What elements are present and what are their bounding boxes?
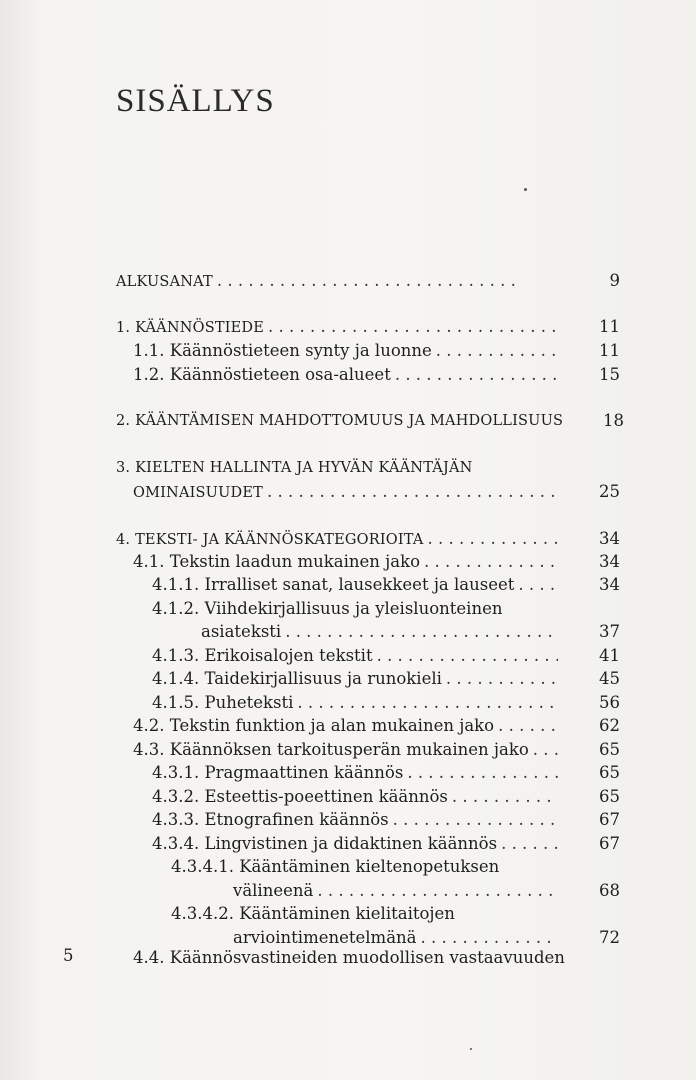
toc-entry-number: 4.1.: [133, 552, 165, 571]
toc-page-number: 68: [599, 881, 620, 900]
toc-entry-1-2: [133, 365, 620, 385]
toc-entry-text: välineenä: [233, 881, 314, 900]
paper-speck: [470, 1048, 472, 1050]
dot-leader: [428, 529, 558, 549]
toc-entry-text: Kääntäminen kieltenopetuksen: [239, 857, 500, 876]
toc-entry-4-1-2: [152, 599, 562, 619]
toc-entry-text: asiateksti: [201, 622, 282, 641]
toc-entry-text: Etnografinen käännös: [204, 810, 389, 829]
toc-page-number: 41: [599, 646, 620, 665]
dot-leader: [377, 646, 558, 666]
toc-entry-number: 2.: [116, 413, 131, 429]
toc-entry-chapter-1: [116, 317, 620, 338]
toc-entry-4-3: [133, 740, 620, 760]
toc-entry-4-1-4: [152, 669, 620, 689]
toc-page-number: 67: [599, 810, 620, 829]
toc-entry-4-3-1: [152, 763, 620, 783]
page-number-folio: 5: [63, 946, 74, 965]
toc-entry-4-2: [133, 716, 620, 736]
toc-entry-text: Esteettis-poeettinen käännös: [204, 787, 448, 806]
toc-entry-4-1: [133, 552, 620, 572]
toc-entry-number: 1.1.: [133, 341, 165, 360]
toc-entry-number: 4.3.4.: [152, 834, 200, 853]
toc-entry-number: 4.3.2.: [152, 787, 200, 806]
toc-entry-text: Käännöstieteen synty ja luonne: [169, 341, 432, 360]
toc-entry-number: 4.3.: [133, 740, 165, 759]
toc-page-number: 34: [599, 552, 620, 571]
dot-leader: [452, 787, 558, 807]
toc-entry-number: 4.: [116, 532, 131, 548]
toc-entry-text: Taidekirjallisuus ja runokieli: [204, 669, 442, 688]
toc-entry-text: Lingvistinen ja didaktinen käännös: [204, 834, 498, 853]
toc-entry-text: KÄÄNTÄMISEN MAHDOTTOMUUS JA MAHDOLLISUUS: [135, 413, 564, 429]
dot-leader: [446, 669, 558, 689]
toc-entry-4-1-5: [152, 693, 620, 713]
toc-entry-text: KIELTEN HALLINTA JA HYVÄN KÄÄNTÄJÄN: [135, 460, 473, 476]
toc-entry-number: 4.3.4.1.: [171, 857, 234, 876]
toc-entry-text: Tekstin laadun mukainen jako: [169, 552, 421, 571]
toc-entry-4-3-4-1: [171, 857, 562, 877]
toc-page-number: 11: [599, 341, 620, 360]
toc-entry-number: 4.1.5.: [152, 693, 200, 712]
toc-page-number: 45: [599, 669, 620, 688]
toc-page-number: 67: [599, 834, 620, 853]
toc-entry-text: Viihdekirjallisuus ja yleisluonteinen: [204, 599, 503, 618]
toc-page-number: 34: [599, 575, 620, 594]
toc-page-number: 18: [603, 411, 624, 430]
toc-entry-text: OMINAISUUDET: [133, 485, 264, 501]
dot-leader: [395, 365, 558, 385]
toc-page-number: 11: [599, 317, 620, 336]
toc-entry-text: Käännöksen tarkoitusperän mukainen jako: [169, 740, 529, 759]
toc-entry-alkusanat: [116, 271, 620, 292]
toc-page-number: 15: [599, 365, 620, 384]
dot-leader: [285, 622, 558, 642]
toc-entry-number: 3.: [116, 460, 131, 476]
toc-entry-number: 1.: [116, 320, 131, 336]
toc-entry-text: Erikoisalojen tekstit: [204, 646, 373, 665]
toc-entry-chapter-3-cont: [133, 482, 620, 503]
toc-entry-text: TEKSTI- JA KÄÄNNÖSKATEGORIOITA: [135, 532, 424, 548]
dot-leader: [317, 881, 558, 901]
toc-entry-text: arviointimenetelmänä: [233, 928, 417, 947]
toc-entry-chapter-3: [116, 458, 562, 478]
toc-entry-number: 4.4.: [133, 948, 165, 967]
toc-entry-text: Käännöstieteen osa-alueet: [169, 365, 391, 384]
dot-leader: [268, 317, 558, 337]
toc-entry-4-1-1: [152, 575, 620, 595]
toc-entry-number: 4.1.4.: [152, 669, 200, 688]
toc-entry-4-3-2: [152, 787, 620, 807]
toc-page-number: 65: [599, 763, 620, 782]
dot-leader: [533, 740, 558, 760]
dot-leader: [518, 575, 558, 595]
dot-leader: [424, 552, 558, 572]
toc-entry-number: 4.2.: [133, 716, 165, 735]
toc-entry-4-1-2-cont: [201, 622, 620, 642]
dot-leader: [267, 482, 558, 502]
toc-page-number: 56: [599, 693, 620, 712]
toc-entry-text: Puheteksti: [204, 693, 294, 712]
toc-page-number: 62: [599, 716, 620, 735]
toc-entry-number: 4.3.3.: [152, 810, 200, 829]
toc-entry-number: 4.3.4.2.: [171, 904, 234, 923]
toc-entry-4-3-3: [152, 810, 620, 830]
toc-entry-number: 4.3.1.: [152, 763, 200, 782]
toc-entry-text: Käännösvastineiden muodollisen vastaavuuden: [169, 948, 565, 967]
dot-leader: [217, 271, 520, 291]
page-title: SISÄLLYS: [116, 83, 275, 119]
toc-page-number: 9: [609, 271, 620, 290]
toc-entry-number: 4.1.2.: [152, 599, 200, 618]
toc-page-number: 25: [599, 482, 620, 501]
toc-entry-4-4: [133, 948, 583, 968]
toc-entry-number: 4.1.1.: [152, 575, 200, 594]
toc-entry-4-3-4-1-cont: [233, 881, 620, 901]
toc-entry-4-3-4: [152, 834, 620, 854]
toc-entry-text: Tekstin funktion ja alan mukainen jako: [169, 716, 495, 735]
dot-leader: [501, 834, 558, 854]
dot-leader: [407, 763, 558, 783]
toc-entry-4-3-4-2: [171, 904, 562, 924]
toc-entry-number: 1.2.: [133, 365, 165, 384]
toc-page-number: 65: [599, 740, 620, 759]
toc-page-number: 72: [599, 928, 620, 947]
toc-entry-chapter-2: [116, 411, 624, 431]
toc-page-number: 65: [599, 787, 620, 806]
dot-leader: [498, 716, 558, 736]
toc-entry-number: 4.1.3.: [152, 646, 200, 665]
toc-entry-text: Pragmaattinen käännös: [204, 763, 404, 782]
toc-entry-text: Kääntäminen kielitaitojen: [239, 904, 455, 923]
toc-page-number: 37: [599, 622, 620, 641]
toc-entry-text: Irralliset sanat, lausekkeet ja lauseet: [204, 575, 515, 594]
toc-entry-1-1: [133, 341, 620, 361]
paper-speck: [524, 188, 527, 191]
dot-leader: [436, 341, 558, 361]
dot-leader: [393, 810, 558, 830]
toc-entry-text: KÄÄNNÖSTIEDE: [135, 320, 265, 336]
toc-page-number: 34: [599, 529, 620, 548]
dot-leader: [297, 693, 558, 713]
toc-entry-chapter-4: [116, 529, 620, 550]
toc-entry-text: ALKUSANAT: [116, 274, 213, 290]
dot-leader: [421, 928, 559, 948]
toc-entry-4-3-4-2-cont: [233, 928, 620, 948]
toc-entry-4-1-3: [152, 646, 620, 666]
